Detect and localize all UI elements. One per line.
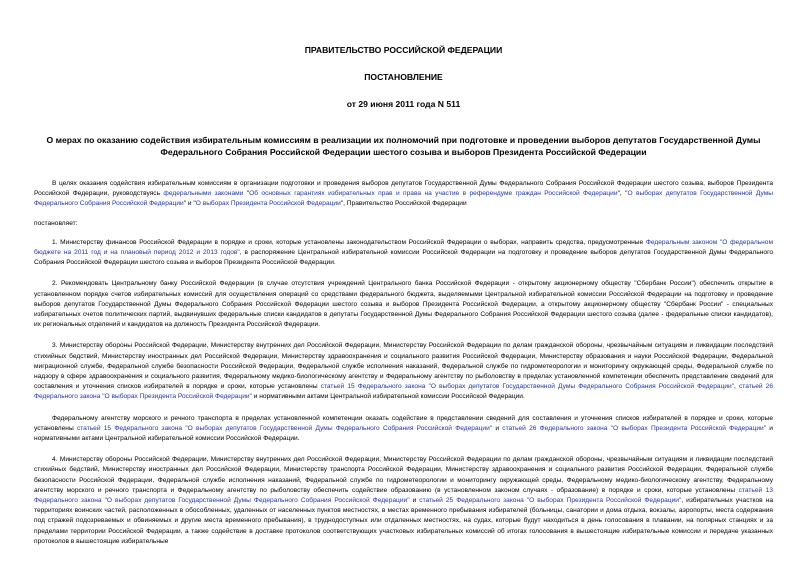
date-number-heading: от 29 июня 2011 года N 511: [346, 99, 461, 109]
document-body: [34, 179, 773, 547]
law-reference-link[interactable]: статьей 26 Федерального закона "О выборах Президента Российской Федерации": [502, 424, 767, 432]
document-title: О мерах по оказанию содействия избирательным комиссиям в реализации их полномочий при подготовке и проведении выборов депутатов Государственной Думы Федерального Собрания Российской Федерации шестого созыва и выборов Президента Российской Федерации: [46, 135, 761, 157]
paragraph-3: [34, 341, 773, 402]
resolves-paragraph: [34, 219, 773, 229]
paragraph-text: 4. Министерству обороны Российской Федерации, Министерству внутренних дел Российской Федерации, Министерству Российской Федерации по делам гражданской обороны, чрезвычайным ситуациям и ликвидации последствий стихийных бедствий, Министерству иностранных дел Российской Федерации, Министерству транспорта Российской Федерации, Министерству здравоохранения и социального развития Российской Федерации, Федеральной службе безопасности Российской Федерации, Федеральной службе исполнения наказаний, Федеральной службе по гидрометеорологии и мониторингу окружающей среды, Федеральному медико-биологическому агентству, Федеральному агентству морского и речного транспорта и Федеральному агентству по рыболовству обеспечить содействие образованию (в установленном законом случаях - образование) в порядке и сроки, которые установлены: [34, 456, 773, 494]
law-reference-link[interactable]: статьей 13 Федерального закона "О выборах депутатов Государственной Думы Федерального Собрания Российской Федерации": [34, 486, 773, 505]
government-heading: ПРАВИТЕЛЬСТВО РОССИЙСКОЙ ФЕДЕРАЦИИ: [304, 45, 503, 55]
paragraph-text: и: [492, 424, 503, 432]
paragraph-text: Федеральному агентству морского и речного транспорта в пределах установленной компетенции оказать содействие в представлении сведений для составления и уточнения списков избирателей в порядке и сроки, которые установлены: [34, 414, 773, 432]
document-type-heading: ПОСТАНОВЛЕНИЕ: [364, 72, 443, 82]
law-reference-link[interactable]: Федеральным законом "О федеральном бюджете на 2011 год и на плановый период 2012 и 2013 годов": [34, 238, 773, 257]
law-reference-link[interactable]: статьей 15 Федерального закона "О выборах депутатов Государственной Думы Федерального Собрания Российской Федерации": [320, 383, 735, 391]
law-reference-link[interactable]: статьей 25 Федерального закона "О выборах Президента Российской Федерации": [419, 497, 682, 505]
paragraph-3-continued: [34, 414, 773, 445]
law-reference-link[interactable]: Об основных гарантиях избирательных прав и права на участие в референдуме граждан Российской Федерации: [249, 190, 618, 198]
law-reference-link[interactable]: федеральными законами: [163, 190, 244, 198]
paragraph-text: 1. Министерству финансов Российской Федерации в порядке и сроки, которые установлены законодательством Российской Федерации о выборах, направить средства, предусмотренные: [52, 238, 646, 246]
paragraph-text: ": [243, 190, 250, 198]
law-reference-link[interactable]: О выборах Президента Российской Федерации: [195, 200, 341, 208]
law-reference-link[interactable]: О выборах депутатов Государственной Думы Федерального Собрания Российской Федерации: [34, 190, 773, 208]
paragraph-text: и нормативными актами Центральной избирательной комиссии Российской Федерации.: [34, 424, 773, 443]
law-reference-link[interactable]: статьей 15 Федерального закона "О выборах депутатов Государственной Думы Федерального Собрания Российской Федерации": [76, 424, 493, 432]
paragraph-text: , избирательных участков на территориях воинских частей, расположенных в обособленных, удаленных от населенных пунктов местностях, в местах временного пребывания избирателей (больницы, санатории и дома отдыха, вокзалы, аэропорты, места содержания под стражей подозреваемых и обвиняемых и другие места временного пребывания), в труднодоступных или отдаленных местностях, на судах, которые будут находиться в день голосования в плавании, на полярных станциях и за пределами территории Российской Федерации, а также содействие в доставке протоколов соответствующих участковых избирательных комиссий об итогах голосования в вышестоящие избирательные комиссии и передаче указанных протоколов в вышестоящие избирательные: [34, 497, 773, 545]
paragraph-text: ,: [734, 383, 739, 391]
paragraph-2: [34, 279, 773, 330]
paragraph-text: " и ": [183, 200, 196, 208]
paragraph-text: и нормативными актами Центральной избирательной комиссии Российской Федерации.: [251, 393, 525, 401]
paragraph-4: [34, 455, 773, 547]
paragraph-text: ", ": [617, 190, 628, 198]
paragraph-text: 2. Рекомендовать Центральному банку Российской Федерации (в случае отсутствия учреждений Центрального банка Российской Федерации - открытому акционерному обществу "Сбербанк России") обеспечить открытие в установленном порядке счетов избирательных комиссий для осуществления операций со средствами федерального бюджета, выделяемыми Центральной избирательной комиссии Российской Федерации на подготовку и проведение выборов депутатов Государственной Думы Федерального Собрания Российской Федерации шестого созыва и выборов Президента Российской Федерации, а открытому акционерному обществу "Сбербанк России" - специальных избирательных счетов политических партий, выдвинувших федеральные списки кандидатов в депутаты Государственной Думы Федерального Собрания Российской Федерации шестого созыва (далее - федеральные списки кандидатов), их региональных отделений и кандидатов на должность Президента Российской Федерации.: [34, 280, 773, 329]
paragraph-text: и: [409, 497, 420, 505]
paragraph-text: , в распоряжение Центральной избирательной комиссии Российской Федерации на подготовку и проведение выборов депутатов Государственной Думы Федерального Собрания Российской Федерации шестого созыва и выборов Президента Российской Федерации.: [34, 249, 773, 267]
preamble-paragraph: [34, 179, 773, 210]
paragraph-text: В целях оказания содействия избирательным комиссиям в организации подготовки и проведения выборов депутатов Государственной Думы Федерального Собрания Российской Федерации шестого созыва, выборов Президента Российской Федерации, руководствуясь: [34, 180, 773, 198]
law-reference-link[interactable]: статьей 26 Федерального закона "О выборах Президента Российской Федерации": [34, 383, 773, 401]
paragraph-text: 3. Министерству обороны Российской Федерации, Министерству внутренних дел Российской Федерации, Министерству Российской Федерации по делам гражданской обороны, чрезвычайным ситуациям и ликвидации последствий стихийных бедствий, Министерству иностранных дел Российской Федерации, Министерству здравоохранения и социального развития Российской Федерации, Министерству образования и науки Российской Федерации, Федеральной миграционной службе, Федеральной службе безопасности Российской Федерации, Федеральной службе исполнения наказаний, Федеральной службе по гидрометеорологии и мониторингу окружающей среды, Федеральной службе по надзору в сфере здравоохранения и социального развития, Федеральному медико-биологическому агентству и Федеральному агентству по рыболовству в пределах установленной компетенции обеспечить представление сведений для составления и уточнения списков избирателей в порядке и сроки, которые установлены: [34, 342, 773, 391]
paragraph-1: [34, 238, 773, 269]
paragraph-text: постановляет:: [34, 219, 78, 227]
paragraph-text: ", Правительство Российской Федерации: [340, 200, 467, 208]
